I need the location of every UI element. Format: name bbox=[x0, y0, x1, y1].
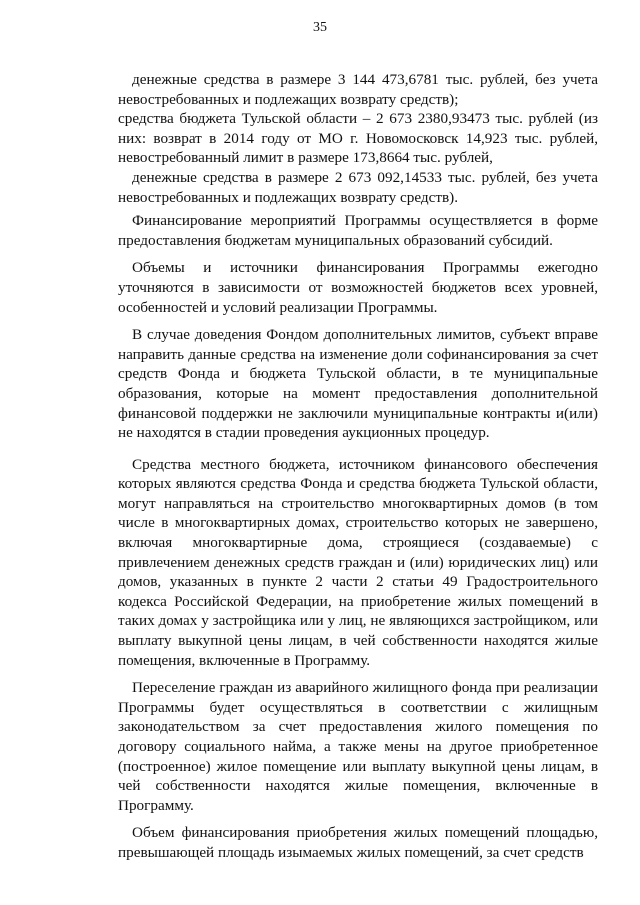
paragraph: средства бюджета Тульской области – 2 673 2380,93473 тыс. рублей (из них: возврат в 2014 году от МО г. Новомосковск 14,923 тыс. рублей, невостребованный лимит в размере 173,8664 тыс. рублей, bbox=[118, 110, 598, 167]
body-text bbox=[118, 70, 598, 863]
paragraph: Переселение граждан из аварийного жилищного фонда при реализации Программы будет осуществляться в соответствии с жилищным законодательством за счет предоставления жилого помещения по договору социального найма, а также мены на другое приобретенное (построенное) жилое помещение или выплату выкупной цены лицам, в чей собственности находятся жилые помещения, включенные в Программу. bbox=[118, 679, 598, 814]
paragraph: денежные средства в размере 2 673 092,14533 тыс. рублей, без учета невостребованных и подлежащих возврату средств). bbox=[118, 168, 598, 206]
paragraph: Объем финансирования приобретения жилых помещений площадью, превышающей площадь изымаемых жилых помещений, за счет средств bbox=[118, 824, 598, 861]
paragraph: денежные средства в размере 3 144 473,6781 тыс. рублей, без учета невостребованных и подлежащих возврату средств); bbox=[118, 71, 598, 108]
paragraph: Средства местного бюджета, источником финансового обеспечения которых являются средства Фонда и средства бюджета Тульской области, могут направляться на строительство многоквартирных домов (в том числе в многоквартирных домах, строительство которых не завершено, включая многоквартирные дома, строящиеся (создаваемые) с привлечением денежных средств граждан и (или) юридических лиц) или домов, указанных в пункте 2 части 2 статьи 49 Градостроительного кодекса Российской Федерации, на приобретение жилых помещений в таких домах у застройщика или у лиц, не являющихся застройщиком, или выплату выкупной цены лицам, в чей собственности находятся жилые помещения, включенные в Программу. bbox=[118, 455, 598, 669]
paragraph: В случае доведения Фондом дополнительных лимитов, субъект вправе направить данные средства на изменение доли софинансирования за счет средств Фонда и бюджета Тульской области, в те муниципальные образования, которые на момент предоставления дополнительной финансовой поддержки не заключили муниципальные контракты и(или) не находятся в стадии проведения аукционных процедур. bbox=[118, 326, 598, 442]
paragraph: Финансирование мероприятий Программы осуществляется в форме предоставления бюджетам муниципальных образований субсидий. bbox=[118, 212, 598, 249]
page-number: 35 bbox=[313, 20, 327, 35]
paragraph: Объемы и источники финансирования Программы ежегодно уточняются в зависимости от возможностей бюджетов всех уровней, особенностей и условий реализации Программы. bbox=[118, 259, 598, 316]
